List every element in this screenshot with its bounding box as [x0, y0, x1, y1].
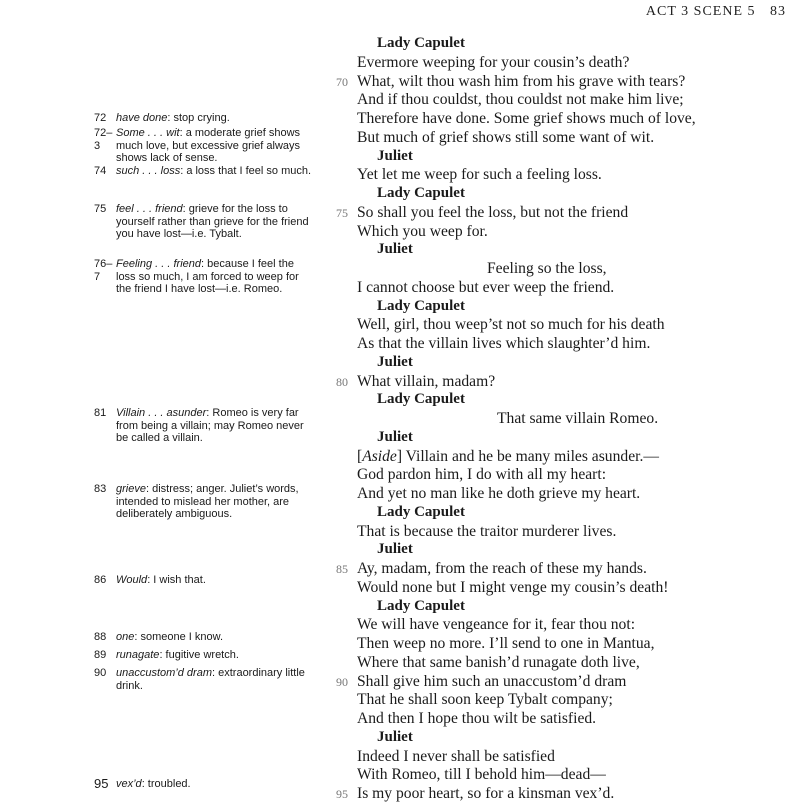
gloss-definition: : distress; anger. Juliet’s words, intended to mislead her mother, are deliberately ambiguous. [116, 483, 299, 521]
verse-line: What villain, madam? [357, 372, 496, 390]
gloss-definition: : troubled. [141, 778, 191, 790]
gloss-text [116, 165, 316, 178]
verse-line: Evermore weeping for your cousin’s death? [357, 53, 630, 71]
gloss-text [116, 483, 316, 521]
verse-line: What, wilt thou wash him from his grave with tears? [357, 72, 686, 90]
gloss-line-ref: 86 [94, 574, 107, 586]
gloss-term: feel . . . friend [116, 203, 183, 215]
gloss-line-ref: 83 [94, 483, 107, 495]
verse-line: Would none but I might venge my cousin’s death! [357, 578, 669, 596]
page-number: 83 [770, 4, 786, 19]
gloss-definition: : because I feel the loss so much, I am forced to weep for the friend I have lost—i.e. Romeo. [116, 258, 299, 296]
speaker-name: Juliet [377, 728, 413, 745]
speaker-name: Lady Capulet [377, 185, 465, 201]
gloss-definition: : Romeo is very far from being a villain; may Romeo never be called a villain. [116, 407, 304, 445]
verse-line: So shall you feel the loss, but not the friend [357, 203, 629, 221]
speaker-name: Lady Capulet [377, 391, 465, 408]
verse-line: Shall give him such an unaccustom’d dram [357, 672, 627, 690]
line-number: 75 [336, 205, 348, 220]
gloss-text [116, 203, 316, 241]
gloss-definition: : fugitive wretch. [159, 649, 239, 661]
speaker-name: Juliet [377, 428, 413, 445]
verse-line: That is because the traitor murderer lives. [357, 522, 617, 540]
verse-line: Ay, madam, from the reach of these my hands. [357, 560, 647, 577]
gloss-text [116, 649, 316, 662]
gloss-text [116, 258, 316, 296]
speaker-name: Juliet [377, 353, 413, 370]
verse-line: Which you weep for. [357, 222, 488, 240]
gloss-text [116, 667, 316, 692]
verse-line: Then weep no more. I’ll send to one in Mantua, [357, 635, 655, 652]
gloss-term: have done [116, 112, 168, 124]
gloss-line-ref: 74 [94, 165, 107, 177]
gloss-line-ref: 72–3 [94, 127, 113, 152]
gloss-term: such . . . loss [116, 165, 181, 177]
verse-line: As that the villain lives which slaughter’d him. [357, 335, 651, 352]
speaker-name: Lady Capulet [377, 597, 465, 614]
gloss-definition: : stop crying. [167, 112, 230, 124]
gloss-text [116, 112, 316, 125]
verse-line: But much of grief shows still some want of wit. [357, 128, 655, 146]
verse-line: That he shall soon keep Tybalt company; [357, 691, 613, 709]
verse-line: Well, girl, thou weep’st not so much for his death [357, 316, 665, 334]
gloss-text [116, 778, 316, 791]
gloss-term: Would [116, 574, 148, 586]
verse-line: With Romeo, till I behold him—dead— [357, 766, 606, 784]
line-number: 90 [336, 674, 348, 689]
gloss-definition: : a moderate grief shows much love, but excessive grief always shows lack of sense. [116, 127, 301, 165]
verse-line: We will have vengeance for it, fear thou not: [357, 616, 636, 634]
verse-line: Feeling so the loss, [487, 260, 607, 277]
gloss-text [116, 407, 316, 445]
gloss-definition: : someone I know. [134, 631, 224, 643]
gloss-line-ref: 81 [94, 407, 107, 419]
verse-line: Where that same banish’d runagate doth live, [357, 653, 640, 671]
gloss-line-ref: 76–7 [94, 258, 113, 283]
verse-line: And then I hope thou wilt be satisfied. [357, 710, 597, 727]
gloss-term: vex’d [116, 778, 142, 790]
line-number: 70 [336, 74, 348, 89]
gloss-line-ref: 90 [94, 667, 107, 679]
speaker-name: Lady Capulet [377, 35, 465, 51]
gloss-line-ref: 95 [94, 776, 109, 791]
verse-line: And yet no man like he doth grieve my heart. [357, 485, 641, 502]
gloss-term: Feeling . . . friend [116, 258, 201, 270]
gloss-text [116, 127, 316, 165]
gloss-text [116, 631, 316, 644]
gloss-term: runagate [116, 649, 160, 661]
verse-line: That same villain Romeo. [497, 410, 659, 427]
gloss-term: Villain . . . asunder [116, 407, 207, 419]
verse-line: Yet let me weep for such a feeling loss. [357, 166, 602, 184]
verse-line: And if thou couldst, thou couldst not make him live; [357, 91, 684, 109]
verse-line: [Aside] Villain and he be many miles asunder.— [357, 447, 659, 465]
gloss-definition: : grieve for the loss to yourself rather than grieve for the friend you have lost—i.e. Tybalt. [116, 203, 309, 241]
verse-line: God pardon him, I do with all my heart: [357, 466, 607, 484]
line-number: 95 [336, 787, 348, 801]
speaker-name: Lady Capulet [377, 297, 465, 314]
gloss-line-ref: 75 [94, 203, 107, 215]
gloss-definition: : a loss that I feel so much. [180, 165, 312, 177]
line-number: 80 [336, 374, 348, 389]
speaker-name: Lady Capulet [377, 503, 465, 520]
gloss-term: Some . . . wit [116, 127, 180, 139]
verse-line: Is my poor heart, so for a kinsman vex’d. [357, 785, 615, 802]
verse-line: Indeed I never shall be satisfied [357, 747, 555, 765]
speaker-name: Juliet [377, 541, 413, 558]
gloss-line-ref: 72 [94, 112, 107, 124]
gloss-term: unaccustom’d dram [116, 667, 212, 679]
verse-line: I cannot choose but ever weep the friend. [357, 278, 615, 296]
gloss-term: grieve [116, 483, 146, 495]
line-number: 85 [336, 562, 348, 576]
act-scene-label: ACT 3 SCENE 5 [645, 4, 756, 19]
verse-line: Therefore have done. Some grief shows much of love, [357, 110, 696, 127]
gloss-text [116, 574, 316, 587]
speaker-name: Juliet [377, 241, 413, 258]
gloss-term: one [116, 631, 135, 643]
gloss-line-ref: 89 [94, 649, 107, 661]
speaker-name: Juliet [377, 147, 413, 164]
gloss-definition: : I wish that. [147, 574, 206, 586]
gloss-line-ref: 88 [94, 631, 107, 643]
gloss-definition: : extraordinary little drink. [116, 667, 305, 692]
